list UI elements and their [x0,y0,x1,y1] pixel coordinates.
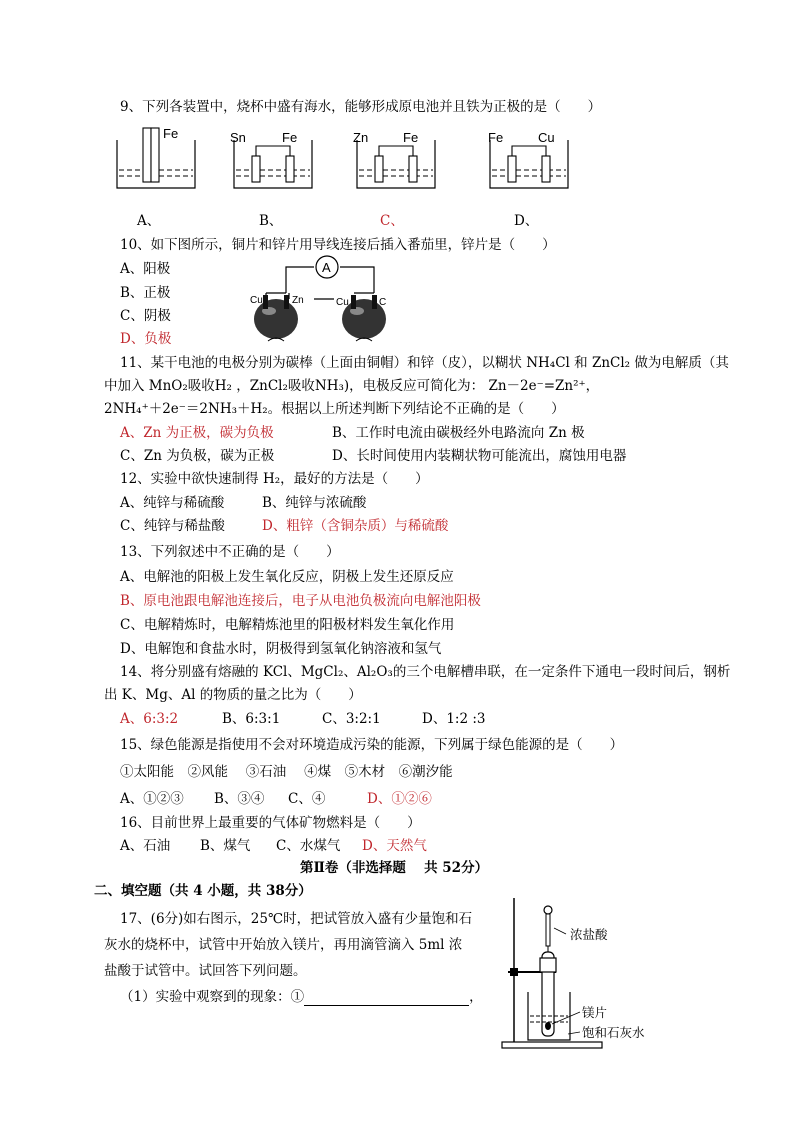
q11-option-a: A、Zn 为正极，碳为负极 [120,425,274,441]
q13-option-a: A、电解池的阳极上发生氧化反应，阴极上发生还原反应 [120,569,454,585]
q12-option-b: B、纯锌与浓硫酸 [262,495,367,511]
q15-option-d: D、①②⑥ [367,791,432,807]
q13-option-b: B、原电池跟电解池连接后，电子从电池负极流向电解池阳极 [120,593,481,609]
answer-blank[interactable] [304,991,469,1006]
label-limewater: 饱和石灰水 [582,1025,645,1040]
q9-d-right-label: Cu [538,130,555,145]
q17-apparatus-figure [500,892,660,1056]
q14-option-b: B、6:3:1 [222,711,281,727]
q9-apparatus-d [486,126,576,196]
q11-line2: 中加入 MnO₂吸收H₂ ，ZnCl₂吸收NH₃)，电极反应可简化为： Zn－2e⁻=Zn²⁺， [104,378,600,394]
q13-option-c: C、电解精炼时，电解精炼池里的阳极材料发生氧化作用 [120,617,455,633]
ammeter-label: A [322,260,331,275]
q9-apparatus-c [353,126,443,196]
q10-option-b: B、正极 [120,285,171,301]
q10-tomato-figure [248,255,398,354]
q16-option-d: D、天然气 [362,838,427,854]
q9-b-left-label: Sn [230,130,246,145]
q11-option-c: C、Zn 为负极，碳为正极 [120,448,275,464]
q17-line2: 灰水的烧杯中，试管中开始放入镁片，再用滴管滴入 5ml 浓 [104,937,463,953]
q16-option-c: C、水煤气 [276,838,341,854]
q14-option-c: C、3:2:1 [322,711,381,727]
q11-line1: 11、某干电池的电极分别为碳棒（上面由铜帽）和锌（皮），以糊状 NH₄Cl 和 ZnCl₂ 做为电解质（其 [120,355,729,371]
q16-stem: 16、目前世界上最重要的气体矿物燃料是（ ） [120,815,421,831]
section-2-title: 第Ⅱ卷（非选择题 共 52分） [300,860,489,876]
q13-option-d: D、电解饱和食盐水时，阴极得到氢氧化钠溶液和氢气 [120,641,442,657]
label-conc-hcl: 浓盐酸 [570,927,608,942]
q9-a-electrode-label: Fe [163,126,179,141]
q17-sub1 [120,988,483,1006]
q9-option-d: D、 [514,213,539,229]
q10-right-c: C [379,297,387,308]
q16-option-b: B、煤气 [200,838,251,854]
q17-sub1-label: （1）实验中观察到的现象：① [120,989,305,1005]
q15-option-a: A、①②③ [120,791,184,807]
q9-c-right-label: Fe [403,130,419,145]
q9-c-left-label: Zn [353,130,369,145]
q9-option-b: B、 [259,213,283,229]
q11-line3: 2NH₄⁺＋2e⁻＝2NH₃＋H₂。根据以上所述判断下列结论不正确的是（ ） [104,401,565,417]
q11-option-b: B、工作时电流由碳极经外电路流向 Zn 极 [332,425,585,441]
q11-option-d: D、长时间使用内装糊状物可能流出，腐蚀用电器 [332,448,627,464]
q10-left-zn: Zn [292,295,304,306]
q15-items: ①太阳能 ②风能 ③石油 ④煤 ⑤木材 ⑥潮汐能 [120,764,453,780]
q9-b-right-label: Fe [282,130,298,145]
label-mg-strip: 镁片 [582,1005,608,1020]
q10-right-cu: Cu [336,297,349,308]
q12-stem: 12、实验中欲快速制得 H₂，最好的方法是（ ） [120,471,429,487]
q17-sub1-end: ， [469,989,483,1005]
q12-option-a: A、纯锌与稀硫酸 [120,495,225,511]
q14-option-d: D、1:2 :3 [422,711,486,727]
q14-line2: 出 K、Mg、Al 的物质的量之比为（ ） [104,687,362,703]
q10-option-d: D、负极 [120,331,172,347]
q10-stem: 10、如下图所示，铜片和锌片用导线连接后插入番茄里，锌片是（ ） [120,237,556,253]
q9-stem: 9、下列各装置中，烧杯中盛有海水，能够形成原电池并且铁为正极的是（ ） [120,99,602,115]
q9-d-left-label: Fe [488,130,504,145]
q10-left-cu: Cu [250,295,263,306]
q9-apparatus-a [113,126,203,196]
q10-option-c: C、阴极 [120,308,171,324]
q10-option-a: A、阳极 [120,261,171,277]
q9-option-a: A、 [137,213,161,229]
q15-option-c: C、④ [288,791,326,807]
q14-option-a: A、6:3:2 [120,711,179,727]
q9-option-c: C、 [380,213,404,229]
q15-stem: 15、绿色能源是指使用不会对环境造成污染的能源，下列属于绿色能源的是（ ） [120,737,624,753]
q13-stem: 13、下列叙述中不正确的是（ ） [120,544,340,560]
q17-line3: 盐酸于试管中。试回答下列问题。 [104,963,307,979]
q14-line1: 14、将分别盛有熔融的 KCl、MgCl₂、Al₂O₃的三个电解槽串联，在一定条件下通电一段时间后，钢析 [120,664,731,680]
part-2-heading: 二、填空题（共 4 小题，共 38分） [94,883,312,899]
q15-option-b: B、③④ [214,791,265,807]
q9-apparatus-b [230,126,320,196]
q16-option-a: A、石油 [120,838,171,854]
q12-option-d: D、粗锌（含铜杂质）与稀硫酸 [262,518,449,534]
q12-option-c: C、纯锌与稀盐酸 [120,518,225,534]
q17-line1: 17、(6分)如右图示，25℃时，把试管放入盛有少量饱和石 [120,911,473,927]
